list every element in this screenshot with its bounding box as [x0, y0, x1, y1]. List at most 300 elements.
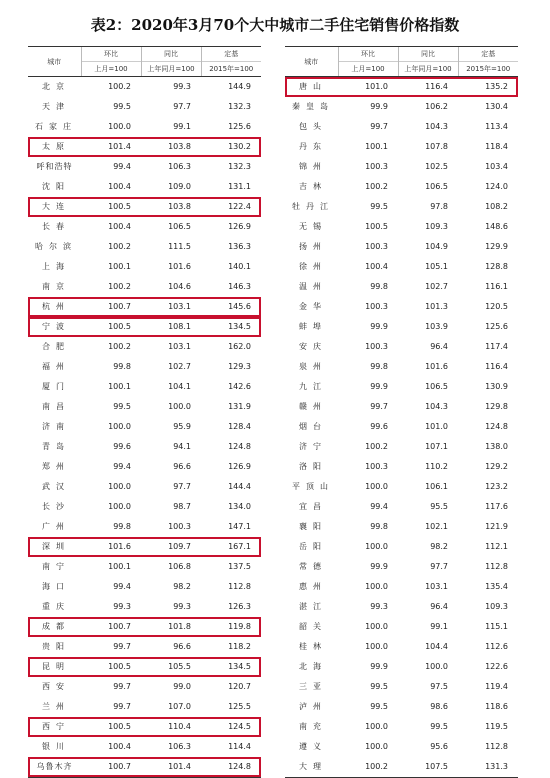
header-base-last-year: 上年同月=100 [141, 62, 201, 77]
table-row [285, 397, 518, 417]
table-row [285, 657, 518, 677]
city-cell: 兰州 [42, 702, 70, 711]
city-cell: 惠州 [299, 582, 327, 591]
month-on-month-cell: 99.4 [113, 582, 131, 591]
city-cell: 常德 [299, 562, 327, 571]
table-row [28, 257, 261, 277]
price-index-table-left [28, 46, 261, 778]
header-fixed-base: 定基 [458, 47, 518, 62]
month-on-month-cell: 100.4 [108, 182, 131, 191]
year-on-year-cell: 104.1 [168, 382, 191, 391]
header-year-on-year: 同比 [141, 47, 201, 62]
fixed-base-cell: 132.3 [228, 102, 251, 111]
city-cell: 贵阳 [42, 642, 70, 651]
year-on-year-cell: 104.3 [425, 402, 448, 411]
city-cell: 西宁 [28, 717, 81, 737]
fixed-base-cell: 116.4 [485, 362, 508, 371]
month-on-month-cell: 100.5 [81, 197, 141, 217]
fixed-base-cell: 130.9 [485, 382, 508, 391]
table-row [28, 117, 261, 137]
month-on-month-cell: 100.5 [81, 657, 141, 677]
city-cell: 成都 [28, 617, 81, 637]
city-cell: 北京 [42, 82, 70, 91]
city-cell: 合肥 [42, 342, 70, 351]
month-on-month-cell: 100.1 [365, 142, 388, 151]
year-on-year-cell: 97.8 [430, 202, 448, 211]
fixed-base-cell: 135.4 [485, 582, 508, 591]
month-on-month-cell: 100.0 [365, 742, 388, 751]
fixed-base-cell: 129.3 [228, 362, 251, 371]
month-on-month-cell: 99.8 [113, 362, 131, 371]
table-row [285, 377, 518, 397]
table-row [28, 677, 261, 697]
year-on-year-cell: 104.6 [168, 282, 191, 291]
table-row-highlighted [28, 657, 261, 677]
month-on-month-cell: 99.7 [113, 642, 131, 651]
city-cell: 济南 [42, 422, 70, 431]
header-base-last-month: 上月=100 [338, 62, 398, 77]
city-cell: 韶关 [299, 622, 327, 631]
year-on-year-cell: 111.5 [168, 242, 191, 251]
month-on-month-cell: 99.6 [370, 422, 388, 431]
fixed-base-cell: 112.8 [228, 582, 251, 591]
year-on-year-cell: 96.6 [173, 462, 191, 471]
year-on-year-cell: 102.1 [425, 522, 448, 531]
header-city: 城市 [285, 47, 338, 77]
table-row [28, 497, 261, 517]
month-on-month-cell: 100.1 [108, 382, 131, 391]
table-row [285, 557, 518, 577]
city-cell: 西安 [42, 682, 70, 691]
city-cell: 岳阳 [299, 542, 327, 551]
month-on-month-cell: 100.4 [365, 262, 388, 271]
table-row [285, 337, 518, 357]
month-on-month-cell: 99.3 [113, 602, 131, 611]
table-row [285, 417, 518, 437]
table-row [285, 237, 518, 257]
city-cell: 宁波 [28, 317, 81, 337]
month-on-month-cell: 100.3 [365, 242, 388, 251]
month-on-month-cell: 100.5 [81, 717, 141, 737]
month-on-month-cell: 99.9 [370, 382, 388, 391]
fixed-base-cell: 137.5 [228, 562, 251, 571]
year-on-year-cell: 106.8 [168, 562, 191, 571]
table-row [285, 257, 518, 277]
city-cell: 沈阳 [42, 182, 70, 191]
year-on-year-cell: 101.0 [425, 422, 448, 431]
city-cell: 长沙 [42, 502, 70, 511]
month-on-month-cell: 99.7 [113, 682, 131, 691]
fixed-base-cell: 129.8 [485, 402, 508, 411]
fixed-base-cell: 112.1 [485, 542, 508, 551]
city-cell: 大连 [28, 197, 81, 217]
fixed-base-cell: 145.6 [201, 297, 261, 317]
year-on-year-cell: 116.4 [398, 77, 458, 98]
table-row [28, 557, 261, 577]
table-row [285, 317, 518, 337]
city-cell: 洛阳 [299, 462, 327, 471]
year-on-year-cell: 95.6 [430, 742, 448, 751]
city-cell: 昆明 [28, 657, 81, 677]
fixed-base-cell: 126.9 [228, 222, 251, 231]
city-cell: 哈尔滨 [35, 242, 77, 251]
table-row-highlighted [28, 297, 261, 317]
fixed-base-cell: 118.4 [485, 142, 508, 151]
month-on-month-cell: 100.5 [81, 317, 141, 337]
month-on-month-cell: 99.8 [370, 282, 388, 291]
month-on-month-cell: 99.9 [370, 662, 388, 671]
header-year-on-year: 同比 [398, 47, 458, 62]
header-fixed-base: 定基 [201, 47, 261, 62]
fixed-base-cell: 131.9 [228, 402, 251, 411]
year-on-year-cell: 97.7 [173, 482, 191, 491]
city-cell: 锦州 [299, 162, 327, 171]
fixed-base-cell: 132.3 [228, 162, 251, 171]
fixed-base-cell: 122.4 [201, 197, 261, 217]
year-on-year-cell: 107.5 [398, 757, 458, 778]
fixed-base-cell: 129.9 [485, 242, 508, 251]
city-cell: 深圳 [28, 537, 81, 557]
table-row-highlighted [28, 757, 261, 778]
city-cell: 郑州 [42, 462, 70, 471]
city-cell: 南京 [42, 282, 70, 291]
year-on-year-cell: 97.7 [430, 562, 448, 571]
fixed-base-cell: 121.9 [485, 522, 508, 531]
month-on-month-cell: 99.8 [370, 522, 388, 531]
fixed-base-cell: 130.4 [485, 102, 508, 111]
month-on-month-cell: 100.3 [365, 162, 388, 171]
year-on-year-cell: 99.1 [173, 122, 191, 131]
table-row [28, 397, 261, 417]
table-row [28, 477, 261, 497]
month-on-month-cell: 100.2 [108, 82, 131, 91]
year-on-year-cell: 99.1 [430, 622, 448, 631]
table-row [28, 217, 261, 237]
city-cell: 无锡 [299, 222, 327, 231]
fixed-base-cell: 119.5 [485, 722, 508, 731]
table-row [285, 477, 518, 497]
month-on-month-cell: 100.0 [365, 542, 388, 551]
month-on-month-cell: 100.3 [365, 342, 388, 351]
year-on-year-cell: 101.8 [141, 617, 201, 637]
year-on-year-cell: 103.8 [141, 137, 201, 157]
year-on-year-cell: 95.9 [173, 422, 191, 431]
year-on-year-cell: 103.1 [168, 342, 191, 351]
table-row [285, 697, 518, 717]
month-on-month-cell: 100.0 [108, 422, 131, 431]
city-cell: 襄阳 [299, 522, 327, 531]
fixed-base-cell: 112.8 [485, 562, 508, 571]
city-cell: 太原 [28, 137, 81, 157]
month-on-month-cell: 100.0 [365, 622, 388, 631]
month-on-month-cell: 99.9 [370, 322, 388, 331]
table-row [285, 757, 518, 778]
year-on-year-cell: 100.0 [168, 402, 191, 411]
city-cell: 天津 [42, 102, 70, 111]
city-cell: 九江 [299, 382, 327, 391]
city-cell: 北海 [299, 662, 327, 671]
year-on-year-cell: 104.3 [425, 122, 448, 131]
city-cell: 大理 [285, 757, 338, 778]
year-on-year-cell: 109.7 [141, 537, 201, 557]
month-on-month-cell: 99.7 [113, 702, 131, 711]
fixed-base-cell: 134.5 [201, 657, 261, 677]
city-cell: 厦门 [42, 382, 70, 391]
year-on-year-cell: 102.7 [425, 282, 448, 291]
city-cell: 广州 [42, 522, 70, 531]
table-row-highlighted [285, 77, 518, 98]
table-row [28, 737, 261, 757]
month-on-month-cell: 100.1 [108, 562, 131, 571]
month-on-month-cell: 99.9 [370, 562, 388, 571]
table-row [28, 97, 261, 117]
year-on-year-cell: 97.5 [430, 682, 448, 691]
table-row [28, 637, 261, 657]
month-on-month-cell: 100.5 [365, 222, 388, 231]
city-cell: 海口 [42, 582, 70, 591]
year-on-year-cell: 100.3 [168, 522, 191, 531]
table-row-highlighted [28, 317, 261, 337]
year-on-year-cell: 106.2 [425, 102, 448, 111]
fixed-base-cell: 134.0 [228, 502, 251, 511]
year-on-year-cell: 99.0 [173, 682, 191, 691]
fixed-base-cell: 134.5 [201, 317, 261, 337]
fixed-base-cell: 125.5 [228, 702, 251, 711]
city-cell: 泉州 [299, 362, 327, 371]
table-row [285, 177, 518, 197]
year-on-year-cell: 110.2 [425, 462, 448, 471]
price-index-table-right [285, 46, 518, 778]
year-on-year-cell: 102.5 [425, 162, 448, 171]
month-on-month-cell: 99.5 [370, 702, 388, 711]
table-row [285, 537, 518, 557]
fixed-base-cell: 119.8 [201, 617, 261, 637]
fixed-base-cell: 131.3 [458, 757, 518, 778]
table-row [28, 597, 261, 617]
fixed-base-cell: 135.2 [458, 77, 518, 98]
table-row [28, 357, 261, 377]
fixed-base-cell: 124.5 [201, 717, 261, 737]
table-row [28, 457, 261, 477]
city-cell: 福州 [42, 362, 70, 371]
month-on-month-cell: 99.4 [113, 162, 131, 171]
month-on-month-cell: 99.7 [370, 402, 388, 411]
city-cell: 徐州 [299, 262, 327, 271]
year-on-year-cell: 95.5 [430, 502, 448, 511]
month-on-month-cell: 100.2 [108, 242, 131, 251]
city-cell: 三亚 [299, 682, 327, 691]
table-row-highlighted [28, 617, 261, 637]
fixed-base-cell: 125.6 [228, 122, 251, 131]
month-on-month-cell: 99.5 [113, 402, 131, 411]
fixed-base-cell: 124.8 [485, 422, 508, 431]
table-row [285, 577, 518, 597]
city-cell: 唐山 [285, 77, 338, 98]
table-row [28, 577, 261, 597]
month-on-month-cell: 99.8 [113, 522, 131, 531]
fixed-base-cell: 118.6 [485, 702, 508, 711]
year-on-year-cell: 101.6 [168, 262, 191, 271]
month-on-month-cell: 99.5 [370, 202, 388, 211]
city-cell: 上海 [42, 262, 70, 271]
city-cell: 长春 [42, 222, 70, 231]
year-on-year-cell: 109.0 [168, 182, 191, 191]
year-on-year-cell: 99.3 [173, 82, 191, 91]
month-on-month-cell: 100.2 [338, 757, 398, 778]
table-row [285, 437, 518, 457]
year-on-year-cell: 96.6 [173, 642, 191, 651]
fixed-base-cell: 108.2 [485, 202, 508, 211]
month-on-month-cell: 100.0 [365, 582, 388, 591]
city-cell: 金华 [299, 302, 327, 311]
city-cell: 安庆 [299, 342, 327, 351]
month-on-month-cell: 100.7 [81, 297, 141, 317]
year-on-year-cell: 107.1 [425, 442, 448, 451]
month-on-month-cell: 100.2 [365, 442, 388, 451]
table-row [28, 517, 261, 537]
city-cell: 烟台 [299, 422, 327, 431]
year-on-year-cell: 107.8 [425, 142, 448, 151]
table-row [28, 697, 261, 717]
fixed-base-cell: 115.1 [485, 622, 508, 631]
fixed-base-cell: 138.0 [485, 442, 508, 451]
month-on-month-cell: 99.7 [370, 122, 388, 131]
table-row [285, 97, 518, 117]
table-row [285, 137, 518, 157]
city-cell: 桂林 [299, 642, 327, 651]
month-on-month-cell: 99.4 [370, 502, 388, 511]
table-row [285, 217, 518, 237]
header-month-on-month: 环比 [338, 47, 398, 62]
month-on-month-cell: 100.2 [108, 282, 131, 291]
table-row [28, 277, 261, 297]
fixed-base-cell: 122.6 [485, 662, 508, 671]
year-on-year-cell: 103.1 [141, 297, 201, 317]
fixed-base-cell: 125.6 [485, 322, 508, 331]
month-on-month-cell: 100.4 [108, 222, 131, 231]
year-on-year-cell: 103.1 [425, 582, 448, 591]
month-on-month-cell: 99.4 [113, 462, 131, 471]
month-on-month-cell: 99.6 [113, 442, 131, 451]
year-on-year-cell: 106.5 [425, 182, 448, 191]
header-city: 城市 [28, 47, 81, 77]
fixed-base-cell: 109.3 [485, 602, 508, 611]
table-row [285, 597, 518, 617]
fixed-base-cell: 124.8 [228, 442, 251, 451]
city-cell: 蚌埠 [299, 322, 327, 331]
year-on-year-cell: 96.4 [430, 342, 448, 351]
year-on-year-cell: 98.6 [430, 702, 448, 711]
year-on-year-cell: 98.2 [173, 582, 191, 591]
table-row [28, 177, 261, 197]
year-on-year-cell: 105.1 [425, 262, 448, 271]
table-row [28, 237, 261, 257]
table-row [28, 377, 261, 397]
year-on-year-cell: 106.3 [168, 162, 191, 171]
month-on-month-cell: 99.3 [370, 602, 388, 611]
month-on-month-cell: 99.5 [113, 102, 131, 111]
year-on-year-cell: 102.7 [168, 362, 191, 371]
year-on-year-cell: 108.1 [141, 317, 201, 337]
city-cell: 包头 [299, 122, 327, 131]
fixed-base-cell: 162.0 [228, 342, 251, 351]
city-cell: 丹东 [299, 142, 327, 151]
table-row [28, 157, 261, 177]
table-row-highlighted [28, 137, 261, 157]
fixed-base-cell: 124.8 [201, 757, 261, 778]
year-on-year-cell: 106.3 [168, 742, 191, 751]
city-cell: 赣州 [299, 402, 327, 411]
city-cell: 济宁 [299, 442, 327, 451]
year-on-year-cell: 99.3 [173, 602, 191, 611]
fixed-base-cell: 112.6 [485, 642, 508, 651]
fixed-base-cell: 120.7 [228, 682, 251, 691]
table-row [285, 457, 518, 477]
fixed-base-cell: 142.6 [228, 382, 251, 391]
month-on-month-cell: 100.7 [81, 757, 141, 778]
table-row [285, 297, 518, 317]
fixed-base-cell: 117.4 [485, 342, 508, 351]
fixed-base-cell: 124.0 [485, 182, 508, 191]
month-on-month-cell: 101.0 [338, 77, 398, 98]
table-row [285, 497, 518, 517]
year-on-year-cell: 103.8 [141, 197, 201, 217]
city-cell: 南宁 [42, 562, 70, 571]
city-cell: 呼和浩特 [36, 162, 73, 171]
month-on-month-cell: 100.0 [108, 502, 131, 511]
year-on-year-cell: 96.4 [430, 602, 448, 611]
fixed-base-cell: 131.1 [228, 182, 251, 191]
month-on-month-cell: 101.4 [81, 137, 141, 157]
city-cell: 乌鲁木齐 [28, 757, 81, 778]
fixed-base-cell: 128.4 [228, 422, 251, 431]
fixed-base-cell: 126.3 [228, 602, 251, 611]
year-on-year-cell: 110.4 [141, 717, 201, 737]
month-on-month-cell: 99.8 [370, 362, 388, 371]
year-on-year-cell: 104.9 [425, 242, 448, 251]
table-row-highlighted [28, 717, 261, 737]
header-base-2015: 2015年=100 [458, 62, 518, 77]
year-on-year-cell: 107.0 [168, 702, 191, 711]
fixed-base-cell: 140.1 [228, 262, 251, 271]
fixed-base-cell: 128.8 [485, 262, 508, 271]
month-on-month-cell: 100.3 [365, 462, 388, 471]
month-on-month-cell: 100.4 [108, 742, 131, 751]
header-month-on-month: 环比 [81, 47, 141, 62]
fixed-base-cell: 144.9 [228, 82, 251, 91]
table-row [285, 277, 518, 297]
table-body-left [28, 77, 261, 778]
year-on-year-cell: 106.1 [425, 482, 448, 491]
table-row-highlighted [28, 197, 261, 217]
month-on-month-cell: 100.0 [365, 642, 388, 651]
city-cell: 杭州 [28, 297, 81, 317]
month-on-month-cell: 100.2 [108, 342, 131, 351]
month-on-month-cell: 100.0 [108, 122, 131, 131]
fixed-base-cell: 147.1 [228, 522, 251, 531]
fixed-base-cell: 116.1 [485, 282, 508, 291]
table-row-highlighted [28, 537, 261, 557]
table-row [285, 637, 518, 657]
year-on-year-cell: 106.5 [425, 382, 448, 391]
table-row [285, 717, 518, 737]
city-cell: 南充 [299, 722, 327, 731]
year-on-year-cell: 98.2 [430, 542, 448, 551]
fixed-base-cell: 148.6 [485, 222, 508, 231]
month-on-month-cell: 99.9 [370, 102, 388, 111]
city-cell: 南昌 [42, 402, 70, 411]
month-on-month-cell: 101.6 [81, 537, 141, 557]
